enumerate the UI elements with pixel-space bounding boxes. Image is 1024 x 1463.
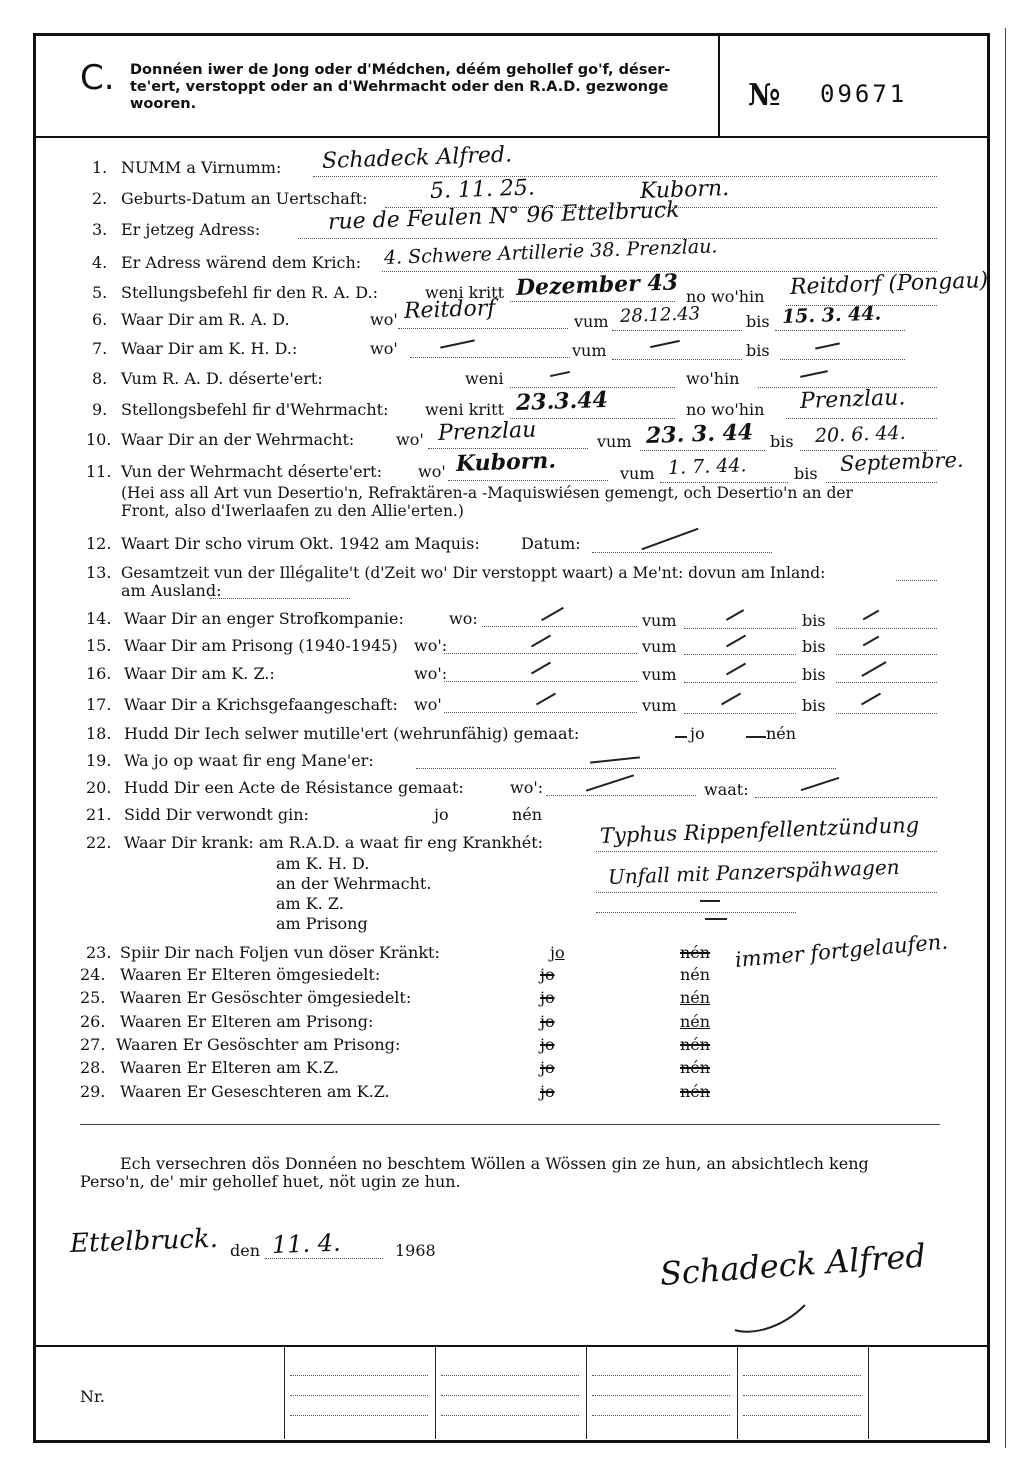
bis-label: bis <box>802 611 826 630</box>
bis-label: bis <box>794 464 818 483</box>
dash-mark <box>705 918 727 920</box>
wo-label: wo' <box>370 339 398 358</box>
address-label: Er jetzeg Adress: <box>121 220 261 239</box>
jo-option: jo <box>540 1082 555 1101</box>
footer-dotted-line <box>743 1375 861 1376</box>
row-number: 12. <box>86 534 112 553</box>
row-number: 11. <box>86 462 112 481</box>
desertion-note: Front, also d'Iwerlaafen zu den Allie'erten.) <box>121 502 464 520</box>
nen-option: nén <box>680 1082 711 1101</box>
name-value: Schadeck Alfred. <box>321 142 513 174</box>
kz-label: Waar Dir am K. Z.: <box>124 664 275 683</box>
vum-label: vum <box>642 665 677 684</box>
signature-year: 1968 <box>395 1241 436 1260</box>
weni-label: weni <box>465 369 504 388</box>
rad-to-line <box>775 330 905 331</box>
number-sign: № <box>748 78 781 113</box>
footer-dotted-line <box>592 1375 730 1376</box>
row-number: 20. <box>86 778 112 797</box>
rad-from-line <box>612 330 742 331</box>
row-number: 26. <box>80 1012 106 1031</box>
dash-mark <box>675 736 687 738</box>
wehrmacht-order-place-value: Prenzlau. <box>799 385 906 414</box>
illness-wehrmacht-line <box>596 892 937 893</box>
rad-place-line <box>398 328 568 329</box>
signature-date: 11. 4. <box>271 1228 342 1259</box>
row-number: 28. <box>80 1058 106 1077</box>
nen-option: nén <box>680 965 711 984</box>
resistance-place-line <box>546 795 696 796</box>
rad-from-value: 28.12.43 <box>619 303 701 327</box>
nen-option: nén <box>680 943 711 962</box>
bis-label: bis <box>802 665 826 684</box>
pow-place-line <box>444 712 637 713</box>
illness-label: Waar Dir krank: am R.A.D. a waat fir eng Krankhét: <box>124 833 544 852</box>
row-number: 16. <box>86 664 112 683</box>
footer-dotted-line <box>441 1395 579 1396</box>
dash-mark <box>700 900 720 902</box>
jo-option: jo <box>540 1035 555 1054</box>
nen-option: nén <box>680 1058 711 1077</box>
declaration-text: Ech versechren dös Donnéen no beschtem Wöllen a Wössen gin ze hun, an absichtlech keng <box>120 1154 869 1173</box>
row-number: 19. <box>86 751 112 770</box>
strof-place-line <box>482 626 637 627</box>
rad-label: Waar Dir am R. A. D. <box>121 310 290 329</box>
prison-to-line <box>836 654 937 655</box>
vum-label: vum <box>620 464 655 483</box>
row-number: 10. <box>86 430 112 449</box>
bis-label: bis <box>802 637 826 656</box>
wo-label: wo' <box>414 695 442 714</box>
footer-cell-divider <box>435 1347 436 1439</box>
consequences-label: Spiir Dir nach Foljen vun döser Kränkt: <box>120 943 440 962</box>
nen-option: nén <box>512 805 543 824</box>
illness-sub-label: an der Wehrmacht. <box>276 874 432 893</box>
footer-dotted-line <box>290 1375 428 1376</box>
vum-label: vum <box>597 432 632 451</box>
jo-option: jo <box>540 1058 555 1077</box>
nr-label: Nr. <box>80 1387 105 1406</box>
dash-mark <box>746 736 766 738</box>
war-address-label: Er Adress wärend dem Krich: <box>121 253 362 272</box>
row-number: 25. <box>80 988 106 1007</box>
footer-dotted-line <box>441 1415 579 1416</box>
wehrmacht-to-value: 20. 6. 44. <box>814 421 906 447</box>
siblings-prison-label: Waaren Er Gesöschter am Prisong: <box>116 1035 401 1054</box>
resistance-label: Hudd Dir een Acte de Résistance gemaat: <box>124 778 464 797</box>
footer-rule <box>36 1345 988 1347</box>
footer-dotted-line <box>743 1395 861 1396</box>
footer-dotted-line <box>290 1395 428 1396</box>
footer-dotted-line <box>592 1415 730 1416</box>
header-rule <box>36 136 988 138</box>
row-number: 23. <box>86 943 112 962</box>
rad-order-label: Stellungsbefehl fir den R. A. D.: <box>121 283 378 302</box>
footer-dotted-line <box>743 1415 861 1416</box>
wehrmacht-from-value: 23. 3. 44 <box>645 419 754 449</box>
den-label: den <box>230 1241 261 1260</box>
section-letter: C. <box>80 58 115 98</box>
desert-from-value: 1. 7. 44. <box>667 454 747 479</box>
manner-line <box>416 768 836 769</box>
strof-from-line <box>684 628 796 629</box>
row-number: 6. <box>92 310 108 329</box>
footer-cell-divider <box>737 1347 738 1439</box>
prison-label: Waar Dir am Prisong (1940-1945) <box>124 636 398 655</box>
ausland-label: am Ausland: <box>121 581 222 600</box>
desert-place-line <box>448 480 608 481</box>
row-number: 7. <box>92 339 108 358</box>
manner-label: Wa jo op waat fir eng Mane'er: <box>124 751 374 770</box>
war-address-value: 4. Schwere Artillerie 38. Prenzlau. <box>383 235 718 269</box>
wohin-label: wo'hin <box>686 369 740 388</box>
row-number: 17. <box>86 695 112 714</box>
bis-label: bis <box>802 696 826 715</box>
row-number: 8. <box>92 369 108 388</box>
mutilation-label: Hudd Dir Iech selwer mutille'ert (wehrunfähig) gemaat: <box>124 724 580 743</box>
bis-label: bis <box>770 432 794 451</box>
wehrmacht-place-value: Prenzlau <box>437 417 537 446</box>
footer-dotted-line <box>441 1375 579 1376</box>
wo-label: wo' <box>418 462 446 481</box>
name-label: NUMM a Virnumm: <box>121 158 282 177</box>
khd-to-line <box>780 359 905 360</box>
row-number: 1. <box>92 158 108 177</box>
jo-option: jo <box>540 988 555 1007</box>
bis-label: bis <box>746 312 770 331</box>
row-number: 3. <box>92 220 108 239</box>
row-number: 21. <box>86 805 112 824</box>
rad-order-date-value: Dezember 43 <box>515 269 679 301</box>
wehrmacht-desert-label: Vun der Wehrmacht déserte'ert: <box>121 462 382 481</box>
maquis-date-line <box>592 552 772 553</box>
inland-line <box>896 580 937 581</box>
resistance-what-line <box>755 797 937 798</box>
wehrmacht-order-date-value: 23.3.44 <box>515 386 609 416</box>
rad-to-value: 15. 3. 44. <box>781 302 882 328</box>
declaration-text: Perso'n, de' mir gehollef huet, nöt ugin ze hun. <box>80 1172 461 1191</box>
jo-option: jo <box>690 724 705 743</box>
row-number: 13. <box>86 563 112 582</box>
vum-label: vum <box>642 696 677 715</box>
desert-from-line <box>660 482 788 483</box>
parents-resettled-label: Waaren Er Elteren ömgesiedelt: <box>120 965 381 984</box>
footer-cell-divider <box>586 1347 587 1439</box>
rad-order-place-value: Reitdorf (Pongau) <box>789 268 989 300</box>
strof-to-line <box>836 628 937 629</box>
nen-option: nén <box>680 1035 711 1054</box>
wo-label: wo': <box>414 636 448 655</box>
row-number: 27. <box>80 1035 106 1054</box>
footer-cell-divider <box>868 1347 869 1439</box>
row-number: 5. <box>92 283 108 302</box>
rad-desert-label: Vum R. A. D. déserte'ert: <box>121 369 323 388</box>
wohin-label: no wo'hin <box>686 287 765 306</box>
illness-sub-label: am K. Z. <box>276 894 344 913</box>
row-number: 24. <box>80 965 106 984</box>
illness-wehrmacht-value: Unfall mit Panzerspähwagen <box>607 854 900 889</box>
jo-option: jo <box>434 805 449 824</box>
nen-option: nén <box>680 1012 711 1031</box>
bis-label: bis <box>746 341 770 360</box>
illness-sub-label: am K. H. D. <box>276 854 370 873</box>
illness-sub-label: am Prisong <box>276 914 368 933</box>
rad-order-date-line <box>510 301 675 302</box>
birth-label: Geburts-Datum an Uertschaft: <box>121 189 368 208</box>
footer-dotted-line <box>290 1415 428 1416</box>
footer-dotted-line <box>592 1395 730 1396</box>
weni-label: weni kritt <box>425 400 504 419</box>
wo-label: wo' <box>396 430 424 449</box>
wo-label: wo: <box>449 609 478 628</box>
pow-label: Waar Dir a Krichsgefaangeschaft: <box>124 695 398 714</box>
wehrmacht-label: Waar Dir an der Wehrmacht: <box>121 430 355 449</box>
parents-kz-label: Waaren Er Elteren am K.Z. <box>120 1058 340 1077</box>
jo-option: jo <box>540 965 555 984</box>
address-value: rue de Feulen N° 96 Ettelbruck <box>327 197 680 235</box>
name-line <box>313 176 937 177</box>
illegality-label: Gesamtzeit vun der Illégalite't (d'Zeit wo' Dir verstoppt waart) a Me'nt: dovun am Inland: <box>121 564 826 582</box>
wehrmacht-order-label: Stellongsbefehl fir d'Wehrmacht: <box>121 400 389 419</box>
kz-place-line <box>444 681 637 682</box>
wohin-label: no wo'hin <box>686 400 765 419</box>
weni-label: weni kritt <box>425 283 504 302</box>
birth-date-value: 5. 11. 25. <box>429 175 536 204</box>
desertion-note: (Hei ass all Art vun Desertio'n, Refraktären-a -Maquiswiésen gemengt, och Desertio'n an der <box>121 484 853 502</box>
illness-rad-value: Typhus Rippenfellentzündung <box>599 812 920 848</box>
prison-from-line <box>684 654 796 655</box>
siblings-resettled-label: Waaren Er Gesöschter ömgesiedelt: <box>120 988 412 1007</box>
handwritten-signature: Schadeck Alfred <box>658 1236 928 1293</box>
khd-label: Waar Dir am K. H. D.: <box>121 339 298 358</box>
parents-prison-label: Waaren Er Elteren am Prisong: <box>120 1012 374 1031</box>
wounded-label: Sidd Dir verwondt gin: <box>124 805 309 824</box>
desert-to-value: Septembre. <box>839 447 964 476</box>
footer-cell-divider <box>284 1347 285 1439</box>
form-number: 09671 <box>820 80 908 108</box>
desert-place-value: Kuborn. <box>455 447 557 477</box>
illness-kz-line <box>596 912 796 913</box>
wehrmacht-from-line <box>640 450 765 451</box>
prison-place-line <box>444 653 637 654</box>
wehrmacht-order-place-line <box>786 418 937 419</box>
row-number: 18. <box>86 724 112 743</box>
row-number: 9. <box>92 400 108 419</box>
nen-option: nén <box>680 988 711 1007</box>
vum-label: vum <box>642 611 677 630</box>
birth-place-value: Kuborn. <box>639 175 730 204</box>
signature-place: Ettelbruck. <box>69 1223 219 1259</box>
jo-option: jo <box>540 1012 555 1031</box>
header-divider <box>718 35 720 137</box>
row-number: 14. <box>86 609 112 628</box>
row-number: 4. <box>92 253 108 272</box>
row-number: 29. <box>80 1082 106 1101</box>
khd-place-line <box>410 357 570 358</box>
kz-to-line <box>836 682 937 683</box>
vum-label: vum <box>642 637 677 656</box>
siblings-kz-label: Waaren Er Geseschteren am K.Z. <box>120 1082 390 1101</box>
illness-rad-line <box>596 851 937 852</box>
section-separator <box>80 1124 940 1125</box>
row-number: 15. <box>86 636 112 655</box>
strofkompanie-label: Waar Dir an enger Strofkompanie: <box>124 609 404 628</box>
vum-label: vum <box>572 341 607 360</box>
desert-to-line <box>826 482 937 483</box>
consequences-note: immer fortgelaufen. <box>733 929 949 972</box>
ausland-line <box>210 598 350 599</box>
waat-label: waat: <box>704 780 749 799</box>
wo-label: wo' <box>370 310 398 329</box>
nen-option: nén <box>766 724 797 743</box>
jo-option: jo <box>550 943 565 962</box>
datum-label: Datum: <box>521 534 581 553</box>
wo-label: wo': <box>414 664 448 683</box>
khd-from-line <box>612 359 742 360</box>
maquis-label: Waart Dir scho virum Okt. 1942 am Maquis: <box>121 534 480 553</box>
wo-label: wo': <box>510 778 544 797</box>
pow-from-line <box>684 713 796 714</box>
kz-from-line <box>684 682 796 683</box>
page-edge-line <box>1005 28 1006 1448</box>
pow-to-line <box>836 713 937 714</box>
rad-place-value: Reitdorf <box>403 295 496 324</box>
vum-label: vum <box>574 312 609 331</box>
signature-flourish <box>730 1300 810 1340</box>
row-number: 22. <box>86 833 112 852</box>
row-number: 2. <box>92 189 108 208</box>
form-title: Donnéen iwer de Jong oder d'Médchen, déém gehollef go'f, déser-te'ert, verstoppt oder an d'Wehrmacht oder den R.A.D. gezwonge wooren. <box>130 62 671 112</box>
